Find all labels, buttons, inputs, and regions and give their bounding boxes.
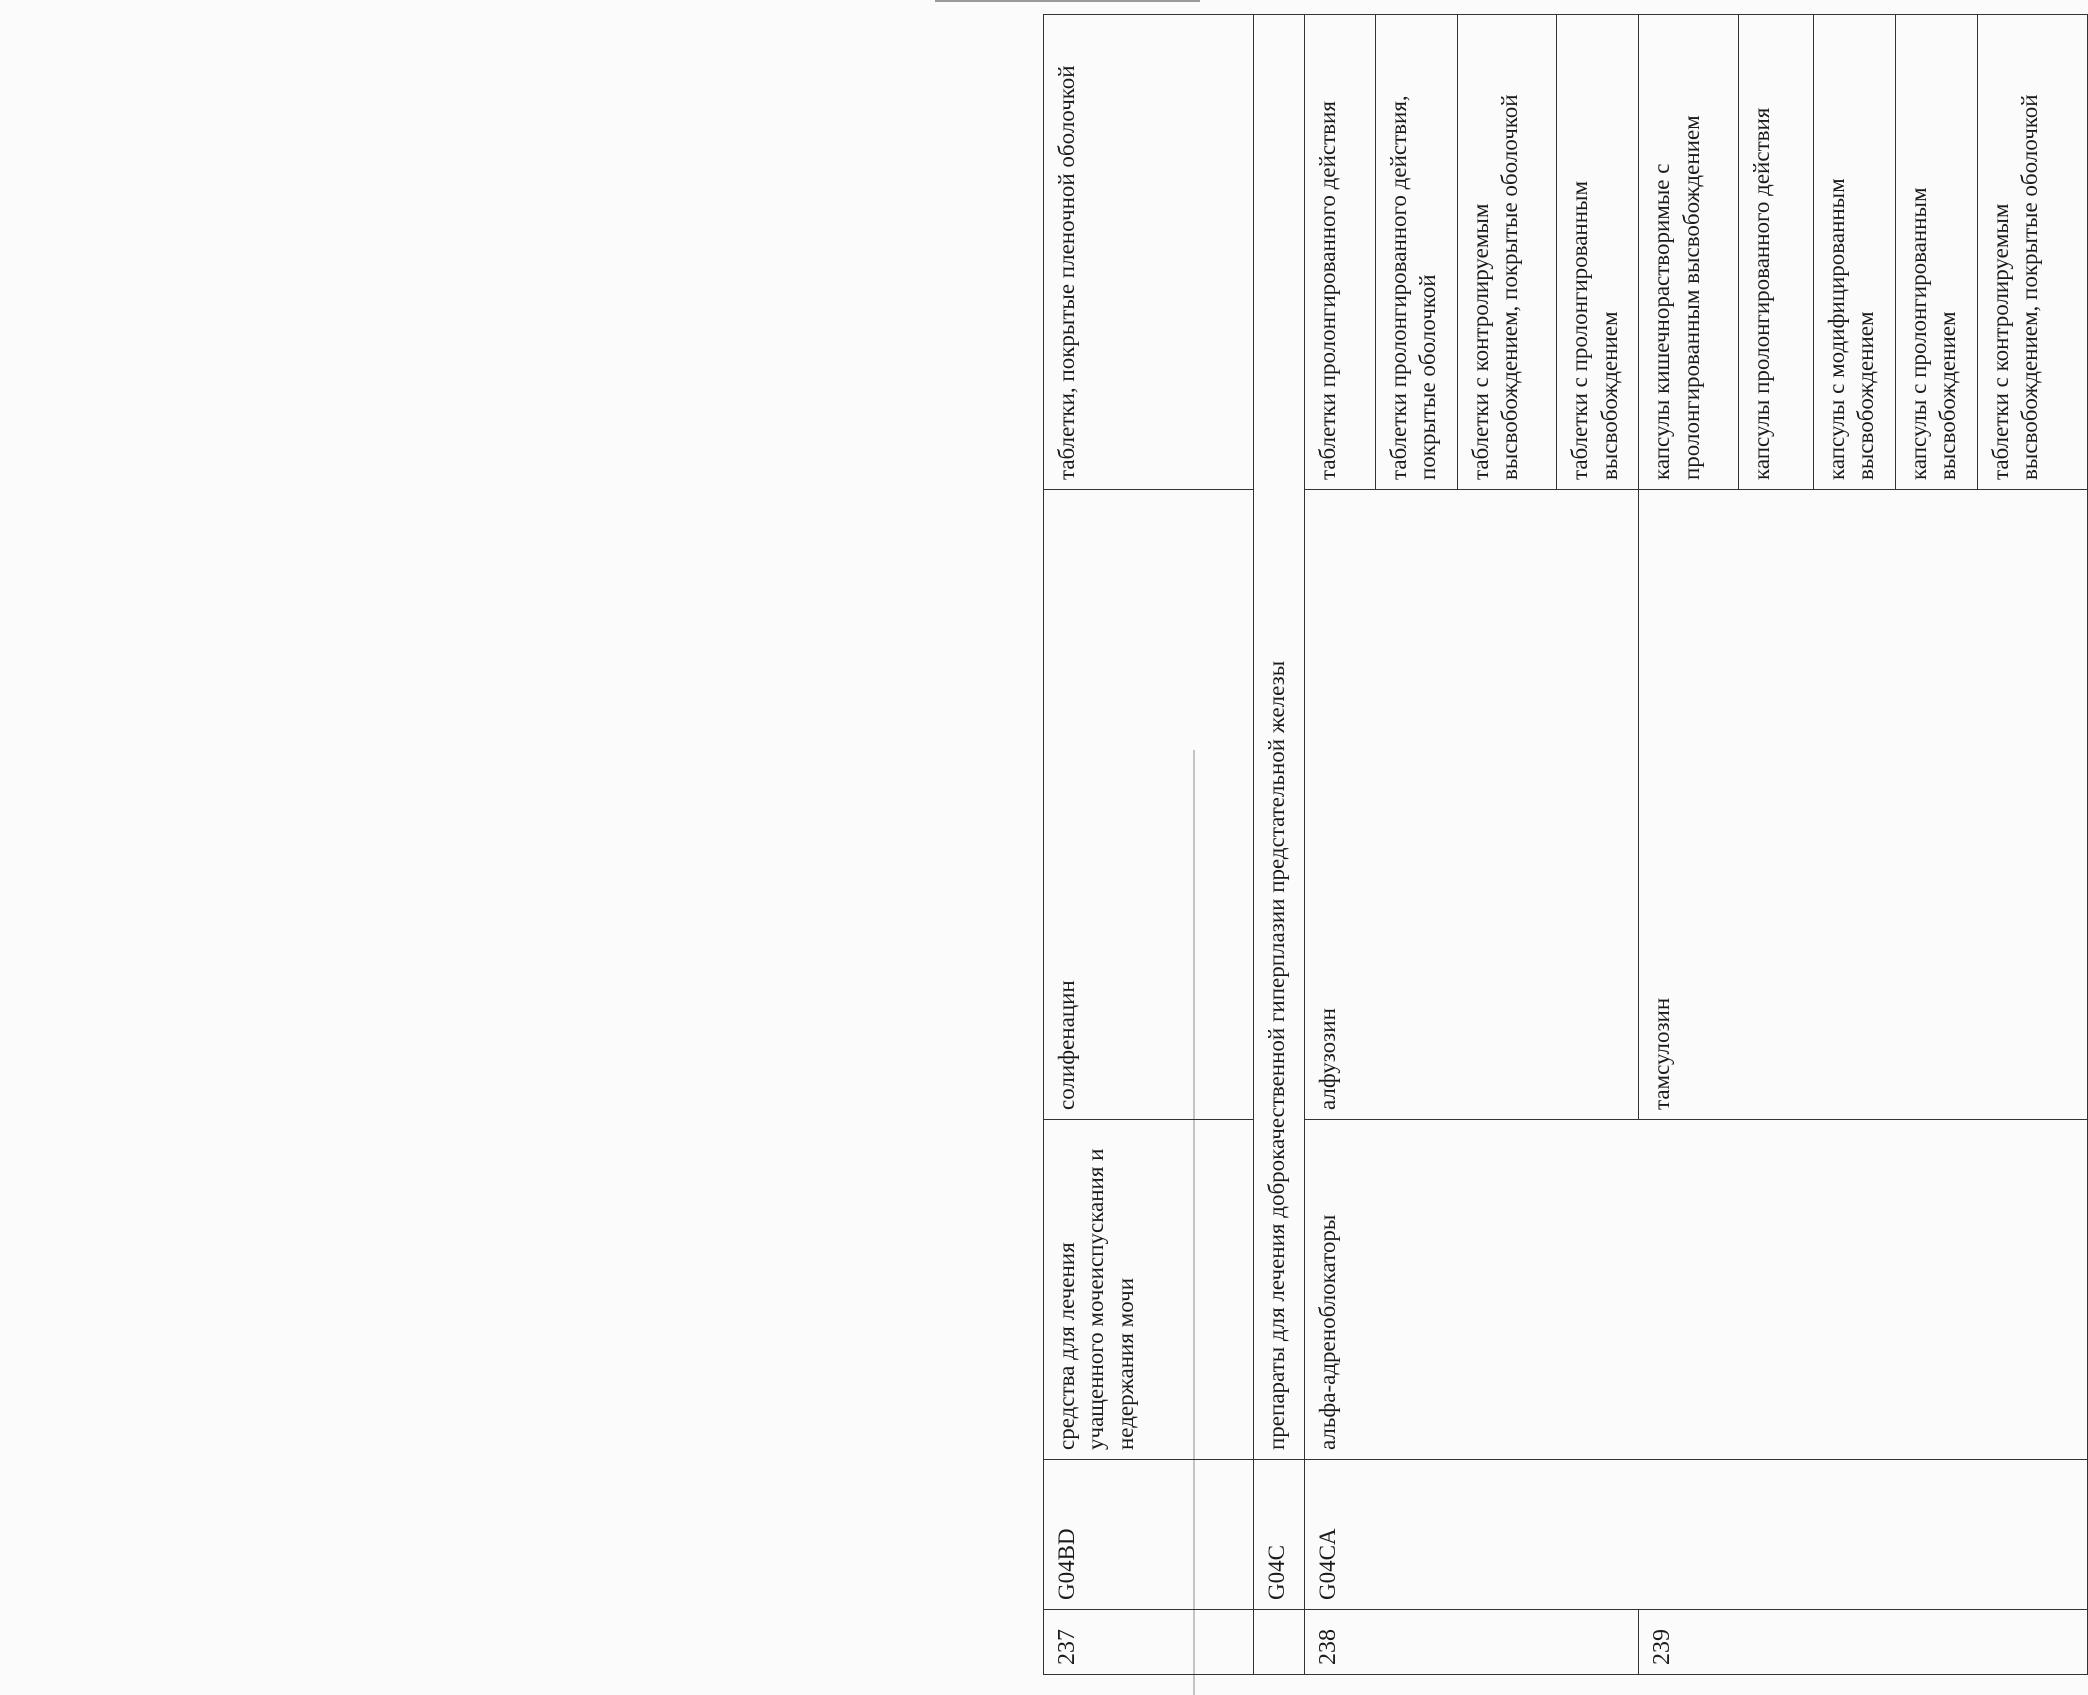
scan-edge-mark <box>935 0 1200 2</box>
pharmacological-group: средства для лечения учащенного мочеиспускания и недержания мочи <box>1044 1120 1254 1460</box>
atc-code: G04BD <box>1044 1460 1254 1610</box>
drug-list-table <box>1043 14 2088 1675</box>
drug-name: алфузозин <box>1304 490 1639 1120</box>
atc-code: G04C <box>1254 1460 1304 1610</box>
dosage-form: таблетки с контролируемым высвобождением, покрытые оболочкой <box>1977 15 2087 490</box>
dosage-form: таблетки с контролируемым высвобождением, покрытые оболочкой <box>1457 15 1556 490</box>
row-number: 238 <box>1304 1610 1639 1675</box>
section-title: препараты для лечения доброкачественной гиперплазии предстательной железы <box>1264 660 1290 1450</box>
rotated-table-page <box>1043 15 2088 1675</box>
atc-code: G04CA <box>1304 1460 2087 1610</box>
table-row <box>1044 15 1254 1675</box>
section-row <box>1254 15 1304 1675</box>
dosage-form: капсулы кишечнорастворимые с пролонгированным высвобождением <box>1639 15 1738 490</box>
pharmacological-group: альфа-адреноблокаторы <box>1304 1120 2087 1460</box>
drug-name: тамсулозин <box>1639 490 2088 1120</box>
drug-name: солифенацин <box>1044 490 1254 1120</box>
dosage-form: таблетки, покрытые пленочной оболочкой <box>1044 15 1254 490</box>
table-row <box>1304 15 1375 1675</box>
dosage-form: капсулы с пролонгированным высвобождением <box>1895 15 1977 490</box>
row-number: 237 <box>1044 1610 1254 1675</box>
row-number: 239 <box>1639 1610 2088 1675</box>
dosage-form: таблетки с пролонгированным высвобождением <box>1557 15 1639 490</box>
dosage-form: капсулы с модифицированным высвобождением <box>1814 15 1896 490</box>
dosage-form: таблетки пролонгированного действия, покрытые оболочкой <box>1375 15 1457 490</box>
dosage-form: капсулы пролонгированного действия <box>1738 15 1814 490</box>
dosage-form: таблетки пролонгированного действия <box>1304 15 1375 490</box>
